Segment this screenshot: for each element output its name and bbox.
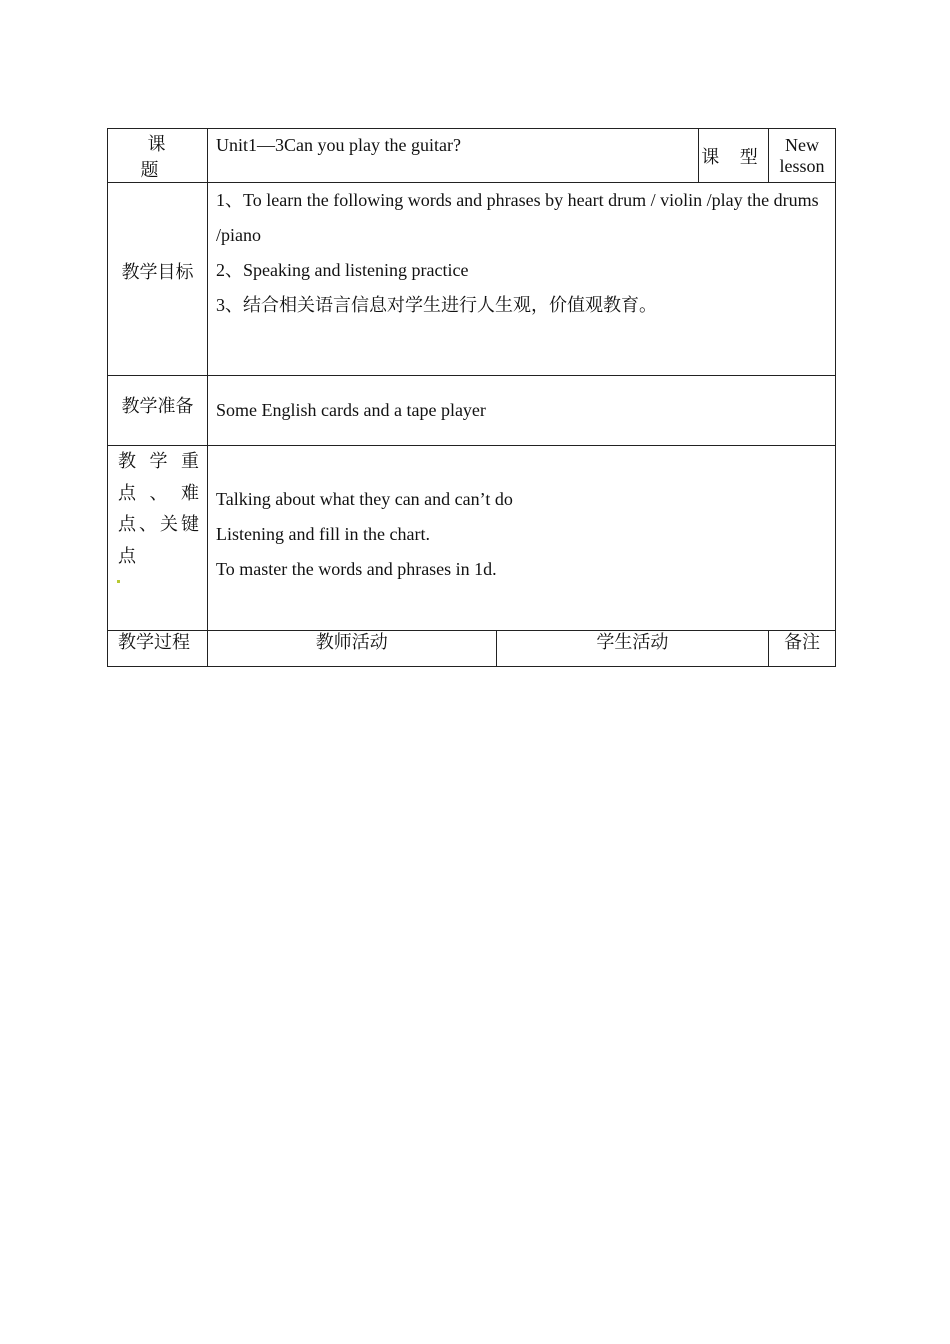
key-point-item: Listening and fill in the chart. (216, 524, 430, 544)
topic-value: Unit1—3Can you play the guitar? (216, 135, 461, 155)
notes-label: 备注 (784, 632, 821, 652)
prep-label-cell (108, 376, 208, 446)
key-label: 教 学 重 点 、 难 点、关键 点 (118, 451, 199, 566)
key-points-list (216, 446, 827, 587)
key-point-item: Talking about what they can and can’t do (216, 489, 513, 509)
teacher-activity-label: 教师活动 (315, 632, 388, 652)
lesson-plan-table (107, 128, 836, 667)
key-points-cell (208, 446, 836, 631)
type-label-cell (699, 129, 769, 183)
goal-item: 3、结合相关语言信息对学生进行人生观，价值观教育。 (216, 295, 657, 315)
goals-label: 教学目标 (121, 262, 194, 282)
process-row (108, 631, 836, 667)
prep-value: Some English cards and a tape player (216, 400, 486, 420)
goal-item: 2、Speaking and listening practice (216, 260, 469, 280)
process-label: 教学过程 (118, 632, 190, 652)
process-columns-cell (208, 631, 836, 667)
goals-list (216, 183, 823, 323)
notes-header (769, 631, 835, 666)
topic-label-cell (108, 129, 208, 183)
type-value: New lesson (779, 134, 825, 176)
prep-row (108, 376, 836, 446)
goals-label-cell (108, 183, 208, 376)
student-activity-header (497, 631, 770, 666)
goal-item: 1、To learn the following words and phrases by heart drum / violin /play the drums /piano (216, 190, 819, 245)
topic-value-cell (208, 129, 699, 183)
marker-dot (117, 580, 120, 583)
goals-row (108, 183, 836, 376)
type-label: 课 型 (701, 146, 766, 167)
process-columns (208, 631, 835, 666)
title-row (108, 129, 836, 183)
key-point-item: To master the words and phrases in 1d. (216, 559, 497, 579)
prep-label: 教学准备 (121, 395, 194, 416)
teacher-activity-header (208, 631, 497, 666)
prep-value-cell (208, 376, 836, 446)
key-label-cell (108, 446, 208, 631)
goals-cell (208, 183, 836, 376)
process-label-cell (108, 631, 208, 667)
key-points-row (108, 446, 836, 631)
type-value-cell (769, 129, 836, 183)
student-activity-label: 学生活动 (596, 632, 669, 652)
topic-label: 课 题 (140, 133, 182, 180)
